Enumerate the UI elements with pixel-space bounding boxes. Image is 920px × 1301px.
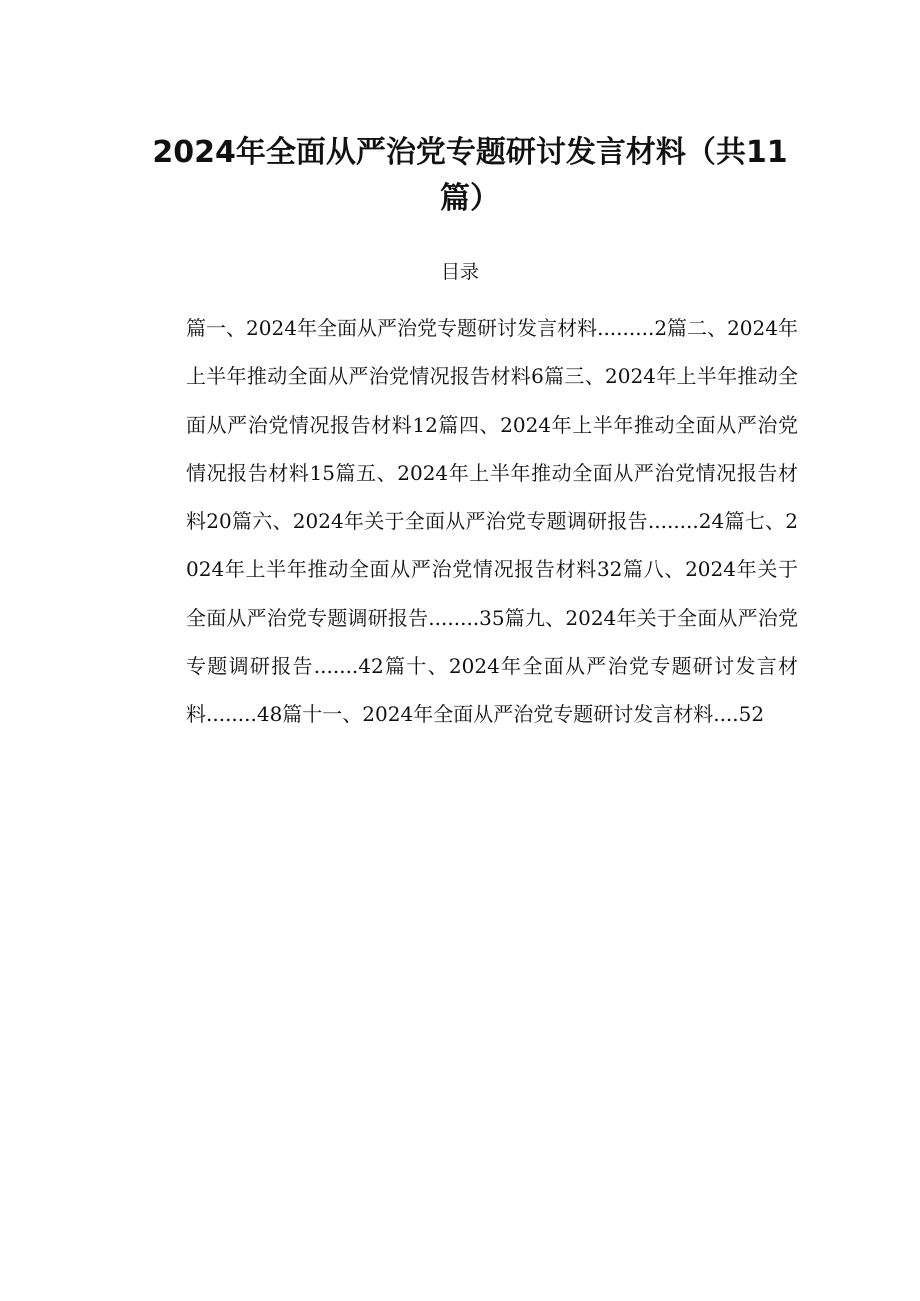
toc-heading: 目录 — [440, 261, 479, 283]
document-title: 2024年全面从严治党专题研讨发言材料（共11篇） — [152, 135, 788, 216]
toc-entries-text: 篇一、2024年全面从严治党专题研讨发言材料.........2篇二、2024年上半年推动全面从严治党情况报告材料6篇三、2024年上半年推动全面从严治党情况报告材料12篇四、2024年上半年推动全面从严治党情况报告材料15篇五、2024年上半年推动全面从严治党情况报告材料20篇六、2024年关于全面从严治党专题调研报告........24篇七、2024年上半年推动全面从严治党情况报告材料32篇八、2024年关于全面从严治党专题调研报告........35篇九、2024年关于全面从严治党专题调研报告.......42篇十、2024年全面从严治党专题研讨发言材料........48篇十一、2024年全面从严治党专题研讨发言材料....52 — [186, 316, 798, 727]
